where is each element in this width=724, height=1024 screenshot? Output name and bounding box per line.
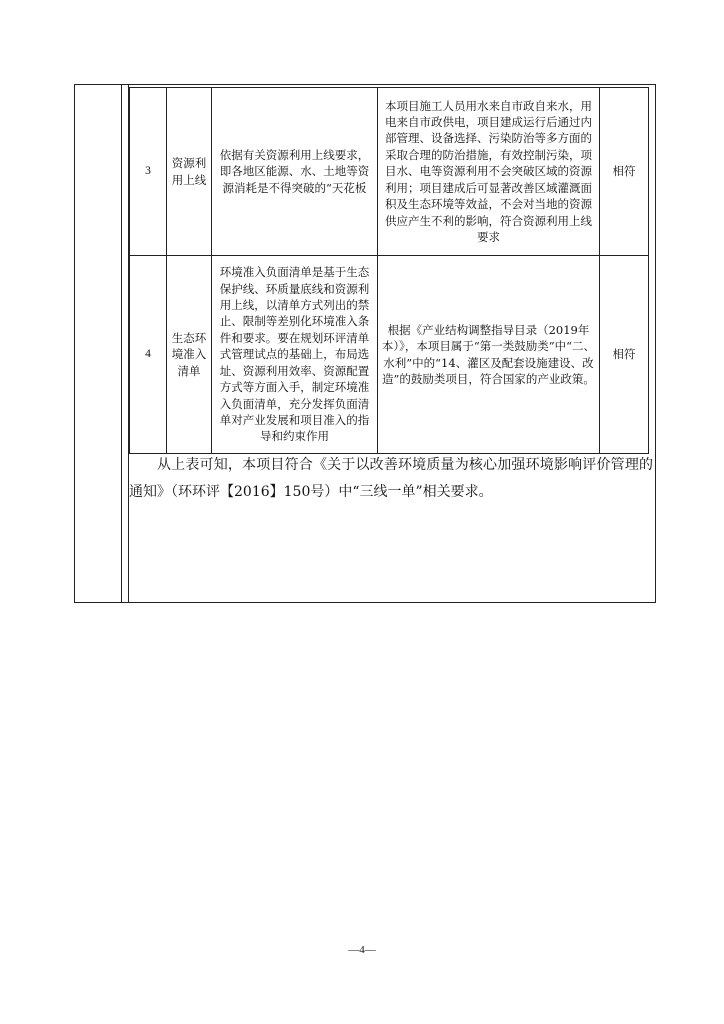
row-requirement: 依据有关资源利用上线要求，即各地区能源、水、土地等资源消耗是不得突破的“天花板 xyxy=(212,88,378,256)
row-category: 资源利用上线 xyxy=(167,88,212,256)
conclusion-paragraph: 从上表可知，本项目符合《关于以改善环境质量为核心加强环境影响评价管理的通知》（环环评【2016】150号）中“三线一单”相关要求。 xyxy=(129,457,653,500)
table-row xyxy=(130,88,649,256)
row-number: 4 xyxy=(130,256,167,454)
row-requirement: 环境准入负面清单是基于生态保护线、环质量底线和资源利用上线，以清单方式列出的禁止、限制等差别化环境准入条件和要求。要在规划环评清单式管理试点的基础上，布局选址、资源利用效率、资源配置方式等方面入手，制定环境准入负面清单，充分发挥负面清单对产业发展和项目准入的指导和约束作用 xyxy=(212,256,378,454)
row-category: 生态环境准入清单 xyxy=(167,256,212,454)
table-row xyxy=(130,256,649,454)
row-analysis: 本项目施工人员用水来自市政自来水，用电来自市政供电，项目建成运行后通过内部管理、设备选择、污染防治等多方面的采取合理的防治措施，有效控制污染，项目水、电等资源利用不会突破区域的资源利用；项目建成后可显著改善区域灌溉面积及生态环境等效益，不会对当地的资源供应产生不利的影响，符合资源利用上线要求 xyxy=(378,88,600,256)
requirements-table xyxy=(129,87,649,454)
row-number: 3 xyxy=(130,88,167,256)
frame-divider-left xyxy=(121,85,122,602)
row-analysis: 根据《产业结构调整指导目录（2019年本）》，本项目属于“第一类鼓励类”中“二、水利”中的“14、灌区及配套设施建设、改造”的鼓励类项目，符合国家的产业政策。 xyxy=(378,256,600,454)
page-number: —4— xyxy=(348,944,376,956)
row-conclusion: 相符 xyxy=(600,88,649,256)
row-conclusion: 相符 xyxy=(600,256,649,454)
